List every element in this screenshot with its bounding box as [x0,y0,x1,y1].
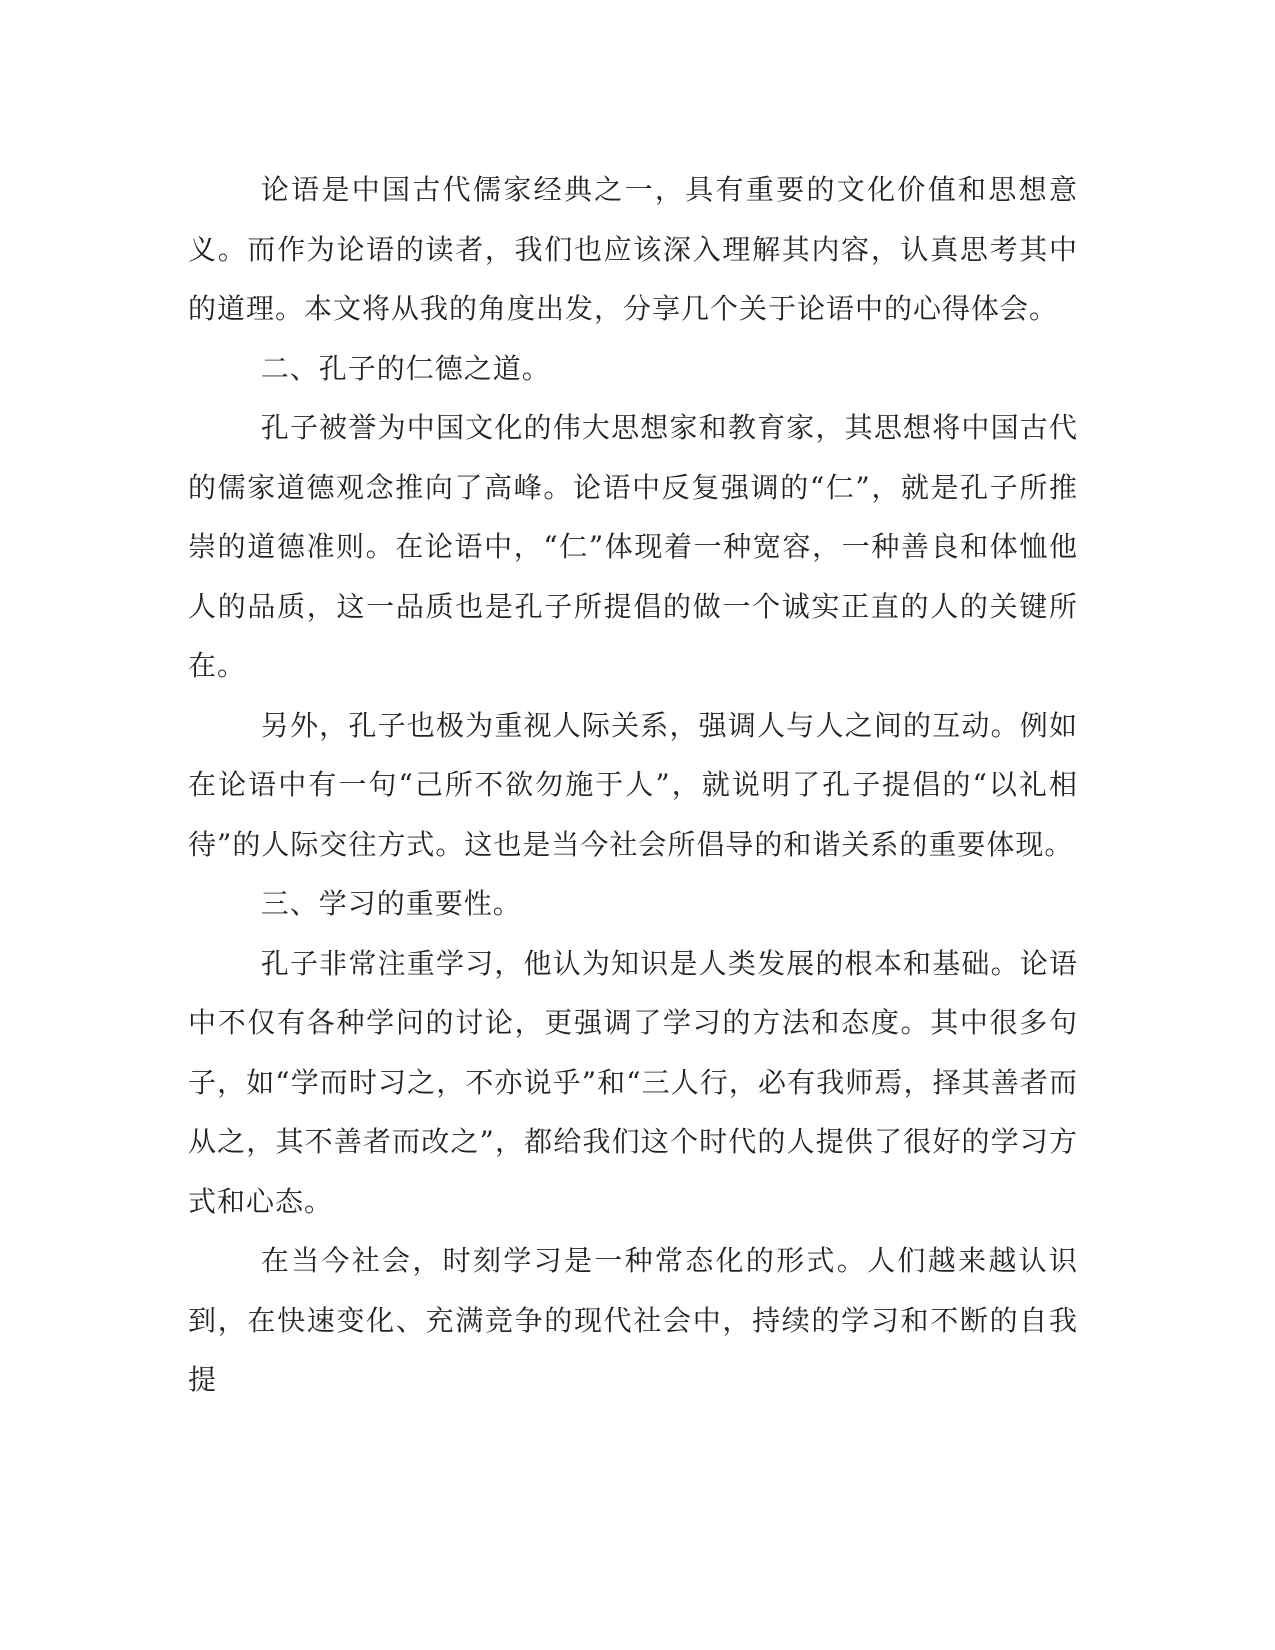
paragraph-ren: 孔子被誉为中国文化的伟大思想家和教育家，其思想将中国古代的儒家道德观念推向了高峰。论语中反复强调的“仁”，就是孔子所推崇的道德准则。在论语中，“仁”体现着一种宽容，一种善良和体恤他人的品质，这一品质也是孔子所提倡的做一个诚实正直的人的关键所在。 [188,411,1078,682]
paragraph-modern-learning: 在当今社会，时刻学习是一种常态化的形式。人们越来越认识到，在快速变化、充满竞争的现代社会中，持续的学习和不断的自我提 [188,1244,1078,1396]
paragraph-relations: 另外，孔子也极为重视人际关系，强调人与人之间的互动。例如在论语中有一句“己所不欲勿施于人”，就说明了孔子提倡的“以礼相待”的人际交往方式。这也是当今社会所倡导的和谐关系的重要体现。 [188,708,1078,861]
section-heading-2: 二、孔子的仁德之道。 [260,351,551,385]
paragraph-intro: 论语是中国古代儒家经典之一，具有重要的文化价值和思想意义。而作为论语的读者，我们也应该深入理解其内容，认真思考其中的道理。本文将从我的角度出发，分享几个关于论语中的心得体会。 [188,173,1078,325]
document-body [188,160,1078,1410]
section-heading-3: 三、学习的重要性。 [260,887,522,920]
paragraph-learning: 孔子非常注重学习，他认为知识是人类发展的根本和基础。论语中不仅有各种学问的讨论，更强调了学习的方法和态度。其中很多句子，如“学而时习之，不亦说乎”和“三人行，必有我师焉，择其善者而从之，其不善者而改之”，都给我们这个时代的人提供了很好的学习方式和心态。 [188,946,1078,1218]
